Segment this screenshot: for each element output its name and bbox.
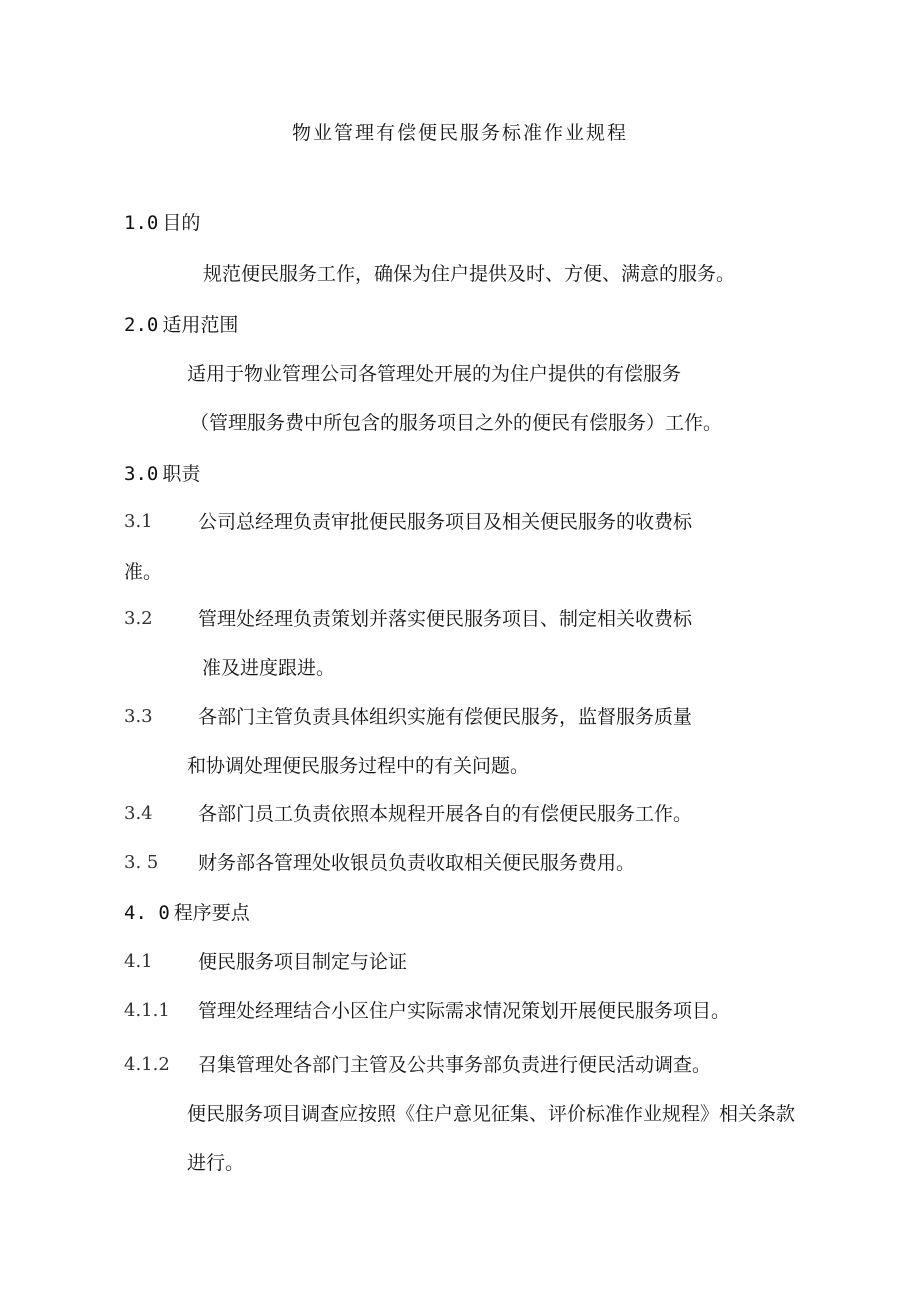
section-heading-responsibilities	[124, 462, 200, 486]
section-title: 目的	[162, 212, 201, 234]
item-number: 3. 5	[124, 852, 159, 873]
item-number: 4.1	[124, 951, 153, 972]
scope-text-line-1: 适用于物业管理公司各管理处开展的为住户提供的有偿服务	[187, 363, 682, 385]
item-text: 管理处经理结合小区住户实际需求情况策划开展便民服务项目。	[198, 1000, 731, 1022]
item-text: 召集管理处各部门主管及公共事务部负责进行便民活动调查。	[198, 1054, 712, 1076]
section-number: 4. 0	[124, 902, 170, 924]
scope-text-line-2: （管理服务费中所包含的服务项目之外的便民有偿服务）工作。	[190, 412, 723, 434]
item-number: 3.1	[124, 511, 153, 532]
document-title: 物业管理有偿便民服务标准作业规程	[291, 122, 628, 144]
section-heading-purpose	[124, 211, 200, 235]
section-title: 适用范围	[162, 314, 239, 336]
purpose-text: 规范便民服务工作，确保为住户提供及时、方便、满意的服务。	[203, 263, 736, 285]
item-text-continued: 准及进度跟进。	[202, 657, 336, 679]
section-heading-scope	[124, 313, 238, 337]
item-text: 财务部各管理处收银员负责收取相关便民服务费用。	[198, 852, 636, 874]
section-number: 1.0	[124, 212, 159, 234]
item-text: 各部门员工负责依照本规程开展各自的有偿便民服务工作。	[198, 803, 693, 825]
section-title: 职责	[162, 463, 201, 485]
item-text-continued: 便民服务项目调查应按照《住户意见征集、评价标准作业规程》相关条款	[187, 1103, 796, 1125]
section-number: 2.0	[124, 314, 159, 336]
item-number: 4.1.1	[124, 1000, 170, 1021]
item-number: 3.3	[124, 706, 153, 727]
section-number: 3.0	[124, 463, 159, 485]
item-text-continued: 准。	[124, 561, 163, 583]
section-title: 程序要点	[173, 902, 250, 924]
item-text-continued: 进行。	[187, 1152, 245, 1174]
item-number: 3.4	[124, 803, 153, 824]
item-text: 公司总经理负责审批便民服务项目及相关便民服务的收费标	[198, 511, 693, 533]
item-text-continued: 和协调处理便民服务过程中的有关问题。	[187, 755, 530, 777]
item-text: 各部门主管负责具体组织实施有偿便民服务，监督服务质量	[198, 706, 693, 728]
item-text: 便民服务项目制定与论证	[198, 951, 408, 973]
item-number: 4.1.2	[124, 1054, 170, 1075]
item-number: 3.2	[124, 608, 153, 629]
item-text: 管理处经理负责策划并落实便民服务项目、制定相关收费标	[198, 608, 693, 630]
section-heading-procedure	[124, 901, 250, 925]
